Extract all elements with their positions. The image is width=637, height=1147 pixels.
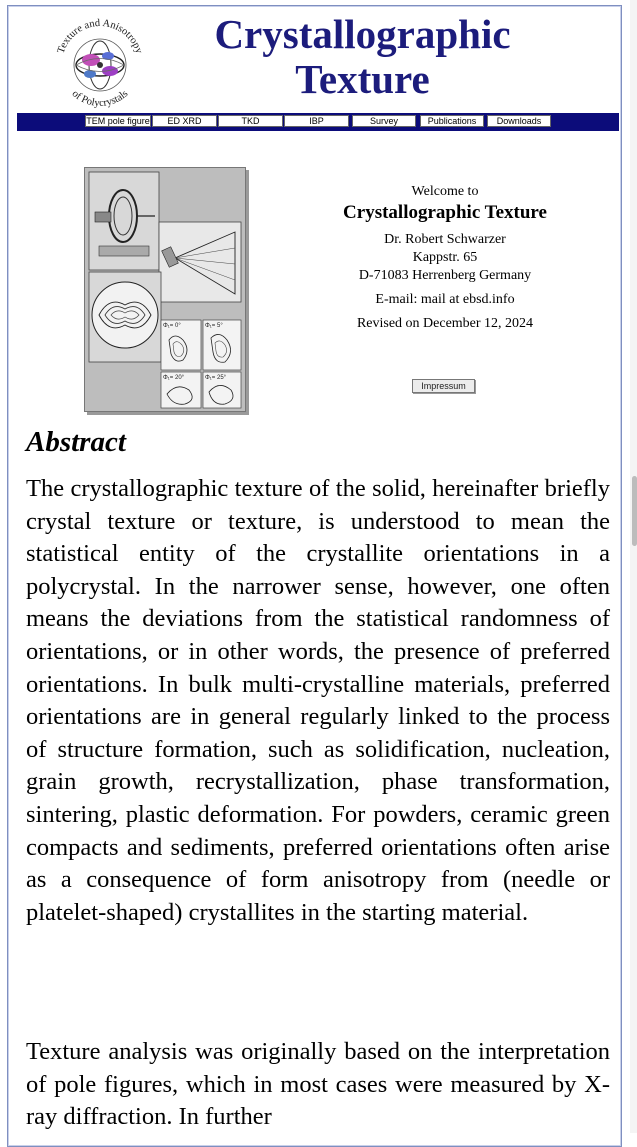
nav-ed-xrd[interactable]: ED XRD — [152, 115, 217, 127]
site-title — [185, 12, 540, 102]
welcome-block — [330, 183, 560, 333]
page-scrollbar[interactable] — [630, 0, 637, 1133]
address-city: D-71083 Herrenberg Germany — [358, 268, 532, 283]
abstract-paragraph-1: The crystallographic texture of the solid, hereinafter briefly crystal texture or texture, is understood to mean the statistical entity of the crystallite orientations in a polycrystal. In the narrower sense, however, one often means the deviations from the statistical randomness of orientations, or in other words, the presence of preferred orientations. In bulk multi-crystalline materials, preferred orientations are in general regularly linked to the process of structure formation, such as solidification, nucleation, grain growth, recrystallization, phase transformation, sintering, plastic deformation. For powders, ceramic green compacts and sediments, preferred orientations often arise as a consequence of form anisotropy from (needle or platelet-shaped) crystallites in the starting material. — [26, 475, 610, 926]
welcome-title: Crystallographic Texture — [343, 202, 547, 223]
address-street: Kappstr. 65 — [412, 250, 478, 265]
logo-emblem — [50, 14, 150, 110]
nav-publications[interactable]: Publications — [420, 115, 484, 127]
abstract-paragraph-2: Texture analysis was originally based on the interpretation of pole figures, which in most cases were measured by X-ray diffraction. In further — [26, 1038, 610, 1131]
title-line-2: Texture — [295, 56, 430, 102]
nav-tkd[interactable]: TKD — [218, 115, 283, 127]
nav-downloads[interactable]: Downloads — [487, 115, 551, 127]
odf-label-0: Φ₁= 0° — [163, 323, 181, 329]
scrollbar-thumb[interactable] — [632, 476, 637, 546]
nav-tem-pole-figure[interactable]: TEM pole figure — [86, 116, 150, 126]
odf-label-2: Φ₁= 20° — [163, 375, 185, 381]
author-name: Dr. Robert Schwarzer — [384, 232, 506, 247]
welcome-greeting: Welcome to — [411, 184, 479, 199]
title-line-1: Crystallographic — [214, 11, 511, 57]
nav-survey[interactable]: Survey — [352, 115, 416, 127]
texture-collage-image — [84, 167, 246, 412]
svg-text:Texture and Anisotropy: Texture and Anisotropy — [55, 17, 145, 56]
abstract-heading: Abstract — [26, 426, 126, 458]
odf-label-1: Φ₁= 5° — [205, 323, 223, 329]
impressum-button[interactable]: Impressum — [412, 379, 475, 393]
odf-label-3: Φ₁= 25° — [205, 375, 227, 381]
nav-bar — [17, 113, 619, 131]
contact-email: E-mail: mail at ebsd.info — [375, 292, 515, 307]
revision-date: Revised on December 12, 2024 — [356, 316, 534, 331]
svg-text:of Polycrystals: of Polycrystals — [69, 88, 131, 110]
nav-ibp[interactable]: IBP — [284, 115, 349, 127]
